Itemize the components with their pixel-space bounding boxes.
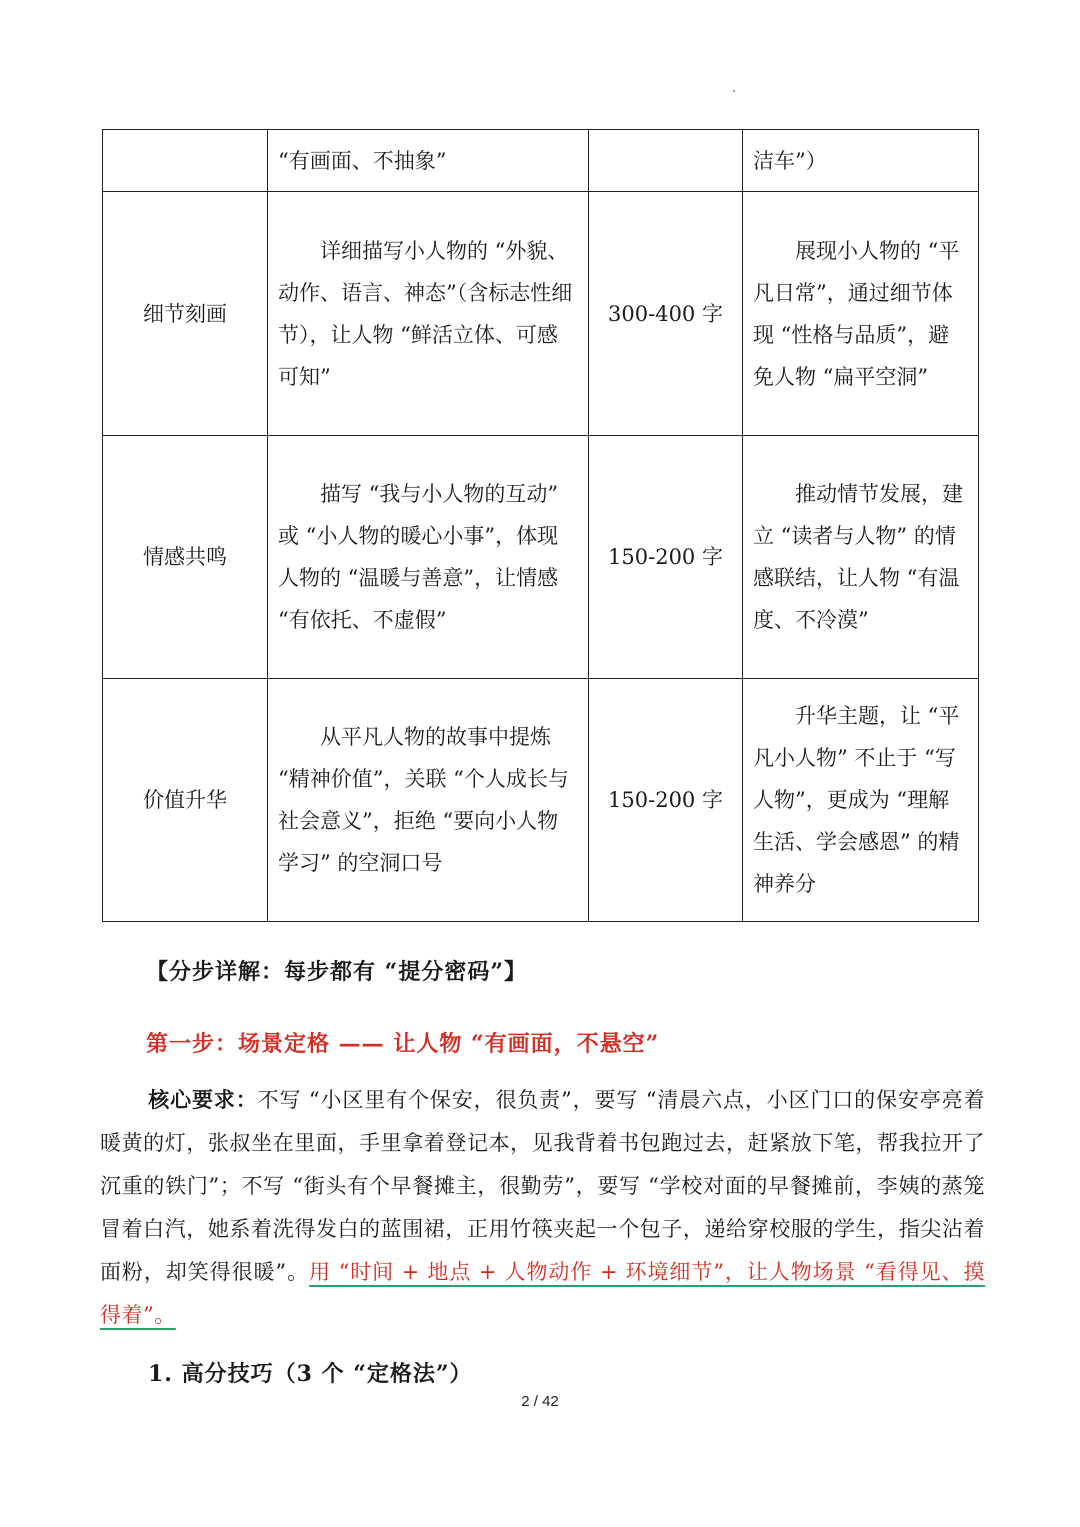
scan-dot <box>733 90 735 92</box>
table-row <box>103 130 979 192</box>
page-number: 2 / 42 <box>521 1393 559 1410</box>
step-cell: 细节刻画 <box>103 192 268 436</box>
table-row <box>103 679 979 922</box>
technique-item-heading: 1. 高分技巧（3 个 “定格法”） <box>148 1361 473 1387</box>
highlight-text: 用 “时间 + 地点 + 人物动作 + 环境细节”，让人物场景 “看得见、摸得着”。 <box>100 1260 985 1327</box>
content-cell: 从平凡人物的故事中提炼 “精神价值”，关联 “个人成长与社会意义”，拒绝 “要向小人物学习” 的空洞口号 <box>268 679 589 922</box>
core-requirement-paragraph <box>100 1078 985 1337</box>
section-heading: 【分步详解：每步都有 “提分密码”】 <box>146 959 527 985</box>
table-row <box>103 192 979 436</box>
word-count-cell <box>589 130 743 192</box>
writing-plan-table <box>102 129 979 922</box>
purpose-cell: 洁车”） <box>743 130 979 192</box>
content-cell: 详细描写小人物的 “外貌、动作、语言、神态”（含标志性细节），让人物 “鲜活立体、可感可知” <box>268 192 589 436</box>
core-label: 核心要求： <box>148 1087 258 1112</box>
content-cell: 描写 “我与小人物的互动” 或 “小人物的暖心小事”，体现人物的 “温暖与善意”，让情感 “有依托、不虚假” <box>268 436 589 679</box>
step-one-title: 第一步：场景定格 —— 让人物 “有画面，不悬空” <box>146 1031 660 1057</box>
word-count-cell: 300-400 字 <box>589 192 743 436</box>
purpose-cell: 推动情节发展，建立 “读者与人物” 的情感联结，让人物 “有温度、不冷漠” <box>743 436 979 679</box>
content-cell: “有画面、不抽象” <box>268 130 589 192</box>
core-text: 不写 “小区里有个保安，很负责”，要写 “清晨六点，小区门口的保安亭亮着暖黄的灯，张叔坐在里面，手里拿着登记本，见我背着书包跑过去，赶紧放下笔，帮我拉开了沉重的铁门”；不写 “街头有个早餐摊主，很勤劳”，要写 “学校对面的早餐摊前，李姨的蒸笼冒着白汽，她系着洗得发白的蓝围裙，正用竹筷夹起一个包子，递给穿校服的学生，指尖沾着面粉，却笑得很暖”。 <box>100 1088 986 1284</box>
step-cell <box>103 130 268 192</box>
purpose-cell: 展现小人物的 “平凡日常”，通过细节体现 “性格与品质”，避免人物 “扁平空洞” <box>743 192 979 436</box>
table-row <box>103 436 979 679</box>
word-count-cell: 150-200 字 <box>589 436 743 679</box>
step-cell: 价值升华 <box>103 679 268 922</box>
purpose-cell: 升华主题，让 “平凡小人物” 不止于 “写人物”，更成为 “理解生活、学会感恩” 的精神养分 <box>743 679 979 922</box>
step-cell: 情感共鸣 <box>103 436 268 679</box>
word-count-cell: 150-200 字 <box>589 679 743 922</box>
